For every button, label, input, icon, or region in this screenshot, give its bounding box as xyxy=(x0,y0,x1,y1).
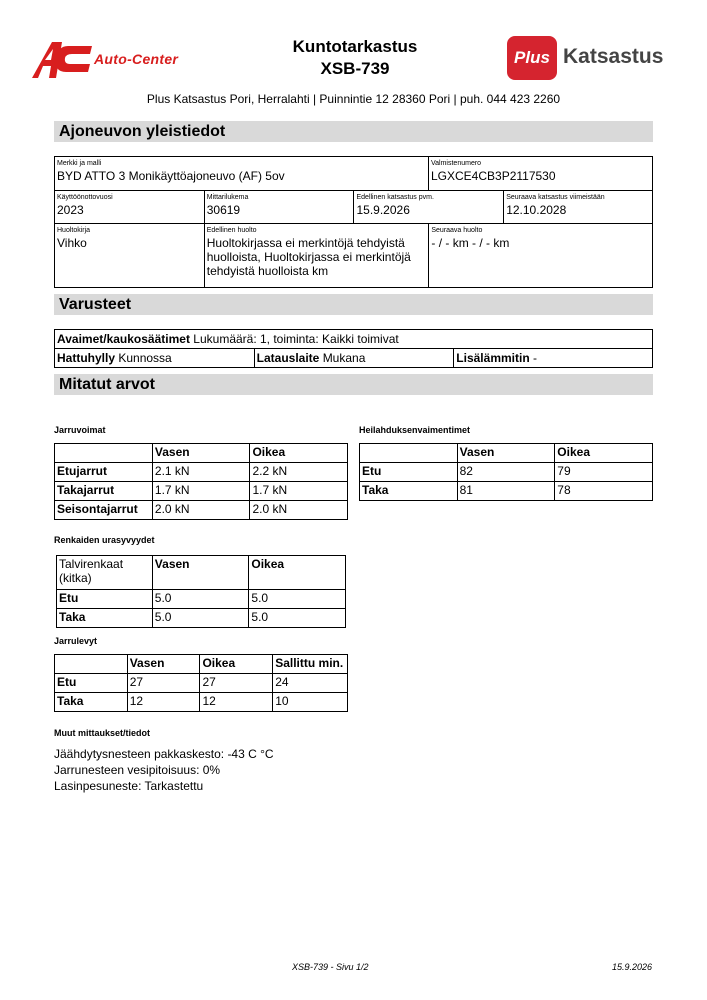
shocks-table: Vasen Oikea Etu 82 79 Taka 81 78 xyxy=(359,443,653,501)
table-row: Taka 81 78 xyxy=(360,482,653,501)
hatshelf-cell: Hattuhylly Kunnossa xyxy=(55,349,255,368)
table-row: Taka 12 12 10 xyxy=(55,693,348,712)
document-title: Kuntotarkastus xyxy=(292,37,418,56)
misc-measurements xyxy=(54,746,274,794)
prev-inspection-cell: Edellinen katsastus pvm. 15.9.2026 xyxy=(354,191,504,224)
table-row: Etu 5.0 5.0 xyxy=(57,590,346,609)
misc-title: Muut mittaukset/tiedot xyxy=(54,728,150,738)
tires-table: Talvirenkaat (kitka) Vasen Oikea Etu 5.0 5.0 Taka 5.0 5.0 xyxy=(56,555,346,628)
table-row: Etujarrut 2.1 kN 2.2 kN xyxy=(55,463,348,482)
prev-service-cell: Edellinen huolto Huoltokirjassa ei merkintöjä tehdyistä huolloista, Huoltokirjassa ei merkintöjä tehdyistä huolloista km xyxy=(204,224,429,288)
tires-title: Renkaiden urasyvyydet xyxy=(54,535,155,545)
auto-center-logo-mark xyxy=(32,40,94,80)
footer-page: XSB-739 - Sivu 1/2 xyxy=(292,962,369,972)
odometer-cell: Mittarilukema 30619 xyxy=(204,191,354,224)
section-measurements-title: Mitatut arvot xyxy=(54,374,653,395)
table-row: Seisontajarrut 2.0 kN 2.0 kN xyxy=(55,501,348,520)
vin-table xyxy=(428,156,653,191)
coolant-line: Jäähdytysnesteen pakkaskesto: -43 C °C xyxy=(54,747,274,761)
discs-title: Jarrulevyt xyxy=(54,636,98,646)
auto-center-logo-text: Auto-Center xyxy=(94,51,179,67)
next-inspection-cell: Seuraava katsastus viimeistään 12.10.2028 xyxy=(504,191,653,224)
table-row: Etu 27 27 24 xyxy=(55,674,348,693)
vin-value: LGXCE4CB3P2117530 xyxy=(431,169,556,183)
table-row: Etu 82 79 xyxy=(360,463,653,482)
katsastus-word: Katsastus xyxy=(563,45,664,68)
heater-cell: Lisälämmitin - xyxy=(454,349,653,368)
equipment-table xyxy=(54,329,653,368)
plus-badge: Plus xyxy=(507,36,557,80)
charger-cell: Latauslaite Mukana xyxy=(254,349,454,368)
table-row: Taka 5.0 5.0 xyxy=(57,609,346,628)
license-plate: XSB-739 xyxy=(320,59,390,78)
vin-cell: Valmistenumero LGXCE4CB3P2117530 xyxy=(429,157,653,191)
section-general-title: Ajoneuvon yleistiedot xyxy=(54,121,653,142)
washer-line: Lasinpesuneste: Tarkastettu xyxy=(54,779,204,793)
service-book-cell: Huoltokirja Vihko xyxy=(55,224,205,288)
auto-center-logo xyxy=(32,40,207,80)
brakes-table: Vasen Oikea Etujarrut 2.1 kN 2.2 kN Takajarrut 1.7 kN 1.7 kN Seisontajarrut 2.0 kN 2.0 kN xyxy=(54,443,348,520)
make-model-value: BYD ATTO 3 Monikäyttöajoneuvo (AF) 5ov xyxy=(57,169,285,183)
section-equipment-title: Varusteet xyxy=(54,294,653,315)
reg-year-cell: Käyttöönottovuosi 2023 xyxy=(55,191,205,224)
brakes-title: Jarruvoimat xyxy=(54,425,106,435)
plus-katsastus-logo xyxy=(507,36,677,82)
footer-date: 15.9.2026 xyxy=(612,962,653,972)
station-address: Plus Katsastus Pori, Herralahti | Puinnintie 12 28360 Pori | puh. 044 423 2260 xyxy=(146,92,561,106)
keys-cell: Avaimet/kaukosäätimet Lukumäärä: 1, toiminta: Kaikki toimivat xyxy=(55,330,653,349)
shocks-title: Heilahduksenvaimentimet xyxy=(359,425,471,435)
table-row: Takajarrut 1.7 kN 1.7 kN xyxy=(55,482,348,501)
brake-fluid-line: Jarrunesteen vesipitoisuus: 0% xyxy=(54,763,221,777)
make-model-cell: Merkki ja malli BYD ATTO 3 Monikäyttöajoneuvo (AF) 5ov xyxy=(55,157,504,191)
discs-table: Vasen Oikea Sallittu min. Etu 27 27 24 Taka 12 12 10 xyxy=(54,654,348,712)
next-service-cell: Seuraava huolto - / - km - / - km xyxy=(429,224,653,288)
